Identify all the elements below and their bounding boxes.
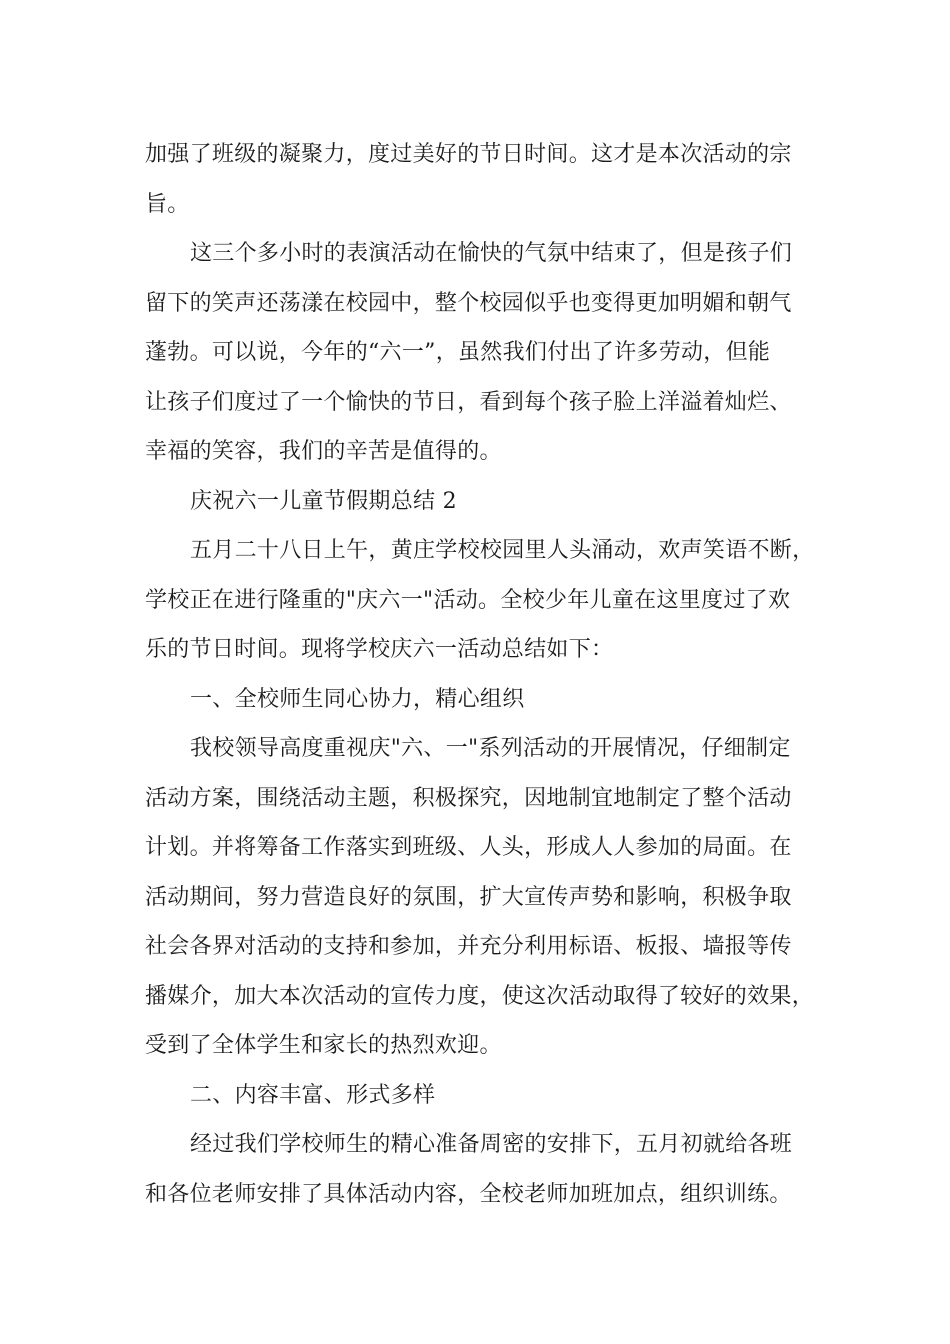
text-line: 受到了全体学生和家长的热烈欢迎。: [145, 1033, 502, 1058]
text-line: 留下的笑声还荡漾在校园中，整个校园似乎也变得更加明媚和朝气: [145, 290, 792, 316]
text-line: 活动期间，努力营造良好的氛围，扩大宣传声势和影响，积极争取: [145, 884, 792, 910]
document-body: [145, 130, 815, 1219]
paragraph-start-line: 这三个多小时的表演活动在愉快的气氛中结束了，但是孩子们: [190, 241, 793, 266]
text-line: 计划。并将筹备工作落实到班级、人头，形成人人参加的局面。在: [145, 835, 792, 860]
text-line: 播媒介，加大本次活动的宣传力度，使这次活动取得了较好的效果，: [145, 983, 815, 1009]
text-line: 加强了班级的凝聚力，度过美好的节日时间。这才是本次活动的宗: [145, 142, 792, 167]
text-line: 乐的节日时间。现将学校庆六一活动总结如下：: [145, 637, 614, 662]
text-line: 学校正在进行隆重的"庆六一"活动。全校少年儿童在这里度过了欢: [145, 587, 791, 613]
section-heading: 一、全校师生同心协力，精心组织: [190, 686, 525, 712]
text-line: 和各位老师安排了具体活动内容，全校老师加班加点，组织训练。: [145, 1181, 792, 1207]
text-line: 蓬勃。可以说，今年的“六一”，虽然我们付出了许多劳动，但能: [145, 340, 771, 365]
section-title: 庆祝六一儿童节假期总结 2: [190, 488, 457, 514]
section-heading: 二、内容丰富、形式多样: [190, 1082, 436, 1108]
text-line: 旨。: [145, 191, 190, 217]
text-line: 让孩子们度过了一个愉快的节日，看到每个孩子脸上洋溢着灿烂、: [145, 389, 792, 415]
paragraph-start-line: 经过我们学校师生的精心准备周密的安排下，五月初就给各班: [190, 1132, 793, 1157]
text-line: 幸福的笑容，我们的辛苦是值得的。: [145, 439, 502, 464]
paragraph-start-line: 五月二十八日上午，黄庄学校校园里人头涌动，欢声笑语不断，: [190, 538, 815, 563]
paragraph-start-line: 我校领导高度重视庆"六、一"系列活动的开展情况，仔细制定: [190, 736, 791, 761]
text-line: 社会各界对活动的支持和参加，并充分利用标语、板报、墙报等传: [145, 934, 792, 959]
text-line: 活动方案，围绕活动主题，积极探究，因地制宜地制定了整个活动: [145, 785, 792, 811]
